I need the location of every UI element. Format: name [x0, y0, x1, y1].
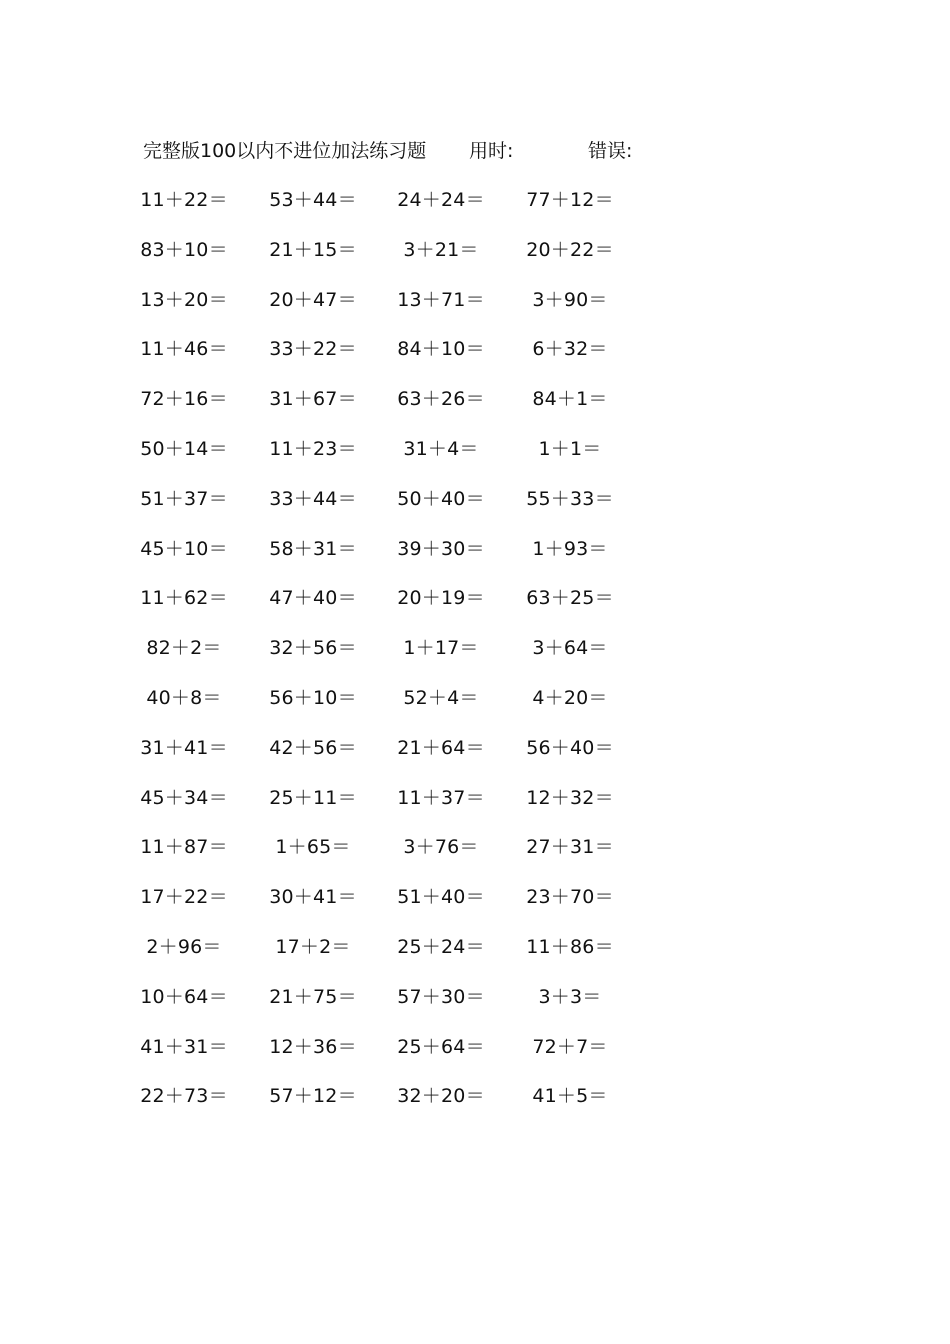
problem-row	[0, 783, 950, 833]
problem-item: 11＋86＝	[526, 935, 614, 958]
problem-item: 17＋22＝	[140, 886, 228, 909]
problem-item: 31＋67＝	[269, 388, 357, 411]
problem-row	[0, 683, 950, 733]
problem-item: 21＋15＝	[269, 238, 357, 261]
problem-item: 82＋2＝	[146, 637, 222, 660]
problem-item: 11＋87＝	[140, 836, 228, 859]
problem-item: 53＋44＝	[269, 189, 357, 211]
problem-item: 56＋40＝	[526, 736, 614, 759]
problem-item: 72＋16＝	[140, 388, 228, 411]
problem-item: 63＋26＝	[397, 388, 485, 411]
problem-row	[0, 733, 950, 783]
problem-item: 12＋32＝	[526, 786, 614, 809]
problem-item: 3＋90＝	[532, 288, 608, 311]
problem-item: 20＋47＝	[269, 288, 357, 311]
problem-item: 1＋65＝	[275, 836, 351, 859]
worksheet-title: 完整版100以内不进位加法练习题	[143, 140, 427, 162]
problem-item: 32＋20＝	[397, 1085, 485, 1108]
problem-item: 55＋33＝	[526, 487, 614, 510]
problem-item: 50＋14＝	[140, 437, 228, 460]
problem-item: 47＋40＝	[269, 587, 357, 610]
problem-item: 33＋44＝	[269, 487, 357, 510]
problem-item: 84＋10＝	[397, 338, 485, 361]
problem-item: 58＋31＝	[269, 537, 357, 560]
problem-item: 11＋46＝	[140, 338, 228, 361]
problem-item: 2＋96＝	[146, 935, 222, 958]
problem-item: 11＋62＝	[140, 587, 228, 610]
errors-label: 错误:	[588, 140, 633, 162]
problem-row	[0, 1081, 950, 1131]
problem-row	[0, 384, 950, 434]
problem-item: 51＋40＝	[397, 886, 485, 909]
problem-item: 31＋4＝	[403, 437, 479, 460]
problem-row	[0, 832, 950, 882]
problem-row	[0, 235, 950, 285]
problem-item: 25＋64＝	[397, 1035, 485, 1058]
problem-item: 13＋71＝	[397, 288, 485, 311]
problem-item: 21＋75＝	[269, 985, 357, 1008]
problem-row	[0, 932, 950, 982]
problem-item: 23＋70＝	[526, 886, 614, 909]
problem-row	[0, 484, 950, 534]
problem-item: 11＋22＝	[140, 189, 228, 211]
problem-item: 32＋56＝	[269, 637, 357, 660]
problem-item: 3＋21＝	[403, 238, 479, 261]
problem-item: 77＋12＝	[526, 189, 614, 211]
problem-item: 17＋2＝	[275, 935, 351, 958]
problem-item: 1＋17＝	[403, 637, 479, 660]
problem-item: 39＋30＝	[397, 537, 485, 560]
problem-item: 45＋34＝	[140, 786, 228, 809]
problem-item: 45＋10＝	[140, 537, 228, 560]
problem-row	[0, 285, 950, 335]
problem-item: 83＋10＝	[140, 238, 228, 261]
problem-item: 13＋20＝	[140, 288, 228, 311]
problem-item: 50＋40＝	[397, 487, 485, 510]
problem-item: 4＋20＝	[532, 686, 608, 709]
problem-item: 3＋64＝	[532, 637, 608, 660]
problem-item: 1＋93＝	[532, 537, 608, 560]
problem-item: 84＋1＝	[532, 388, 608, 411]
problem-row	[0, 185, 950, 235]
problem-item: 25＋11＝	[269, 786, 357, 809]
problem-item: 63＋25＝	[526, 587, 614, 610]
problem-item: 52＋4＝	[403, 686, 479, 709]
problem-row	[0, 633, 950, 683]
problem-item: 20＋19＝	[397, 587, 485, 610]
problem-item: 57＋30＝	[397, 985, 485, 1008]
problem-item: 1＋1＝	[538, 437, 602, 460]
problem-item: 40＋8＝	[146, 686, 222, 709]
problem-row	[0, 534, 950, 584]
problem-grid	[0, 185, 950, 1131]
problem-item: 11＋23＝	[269, 437, 357, 460]
problem-item: 3＋3＝	[538, 985, 602, 1008]
problem-item: 25＋24＝	[397, 935, 485, 958]
problem-row	[0, 982, 950, 1032]
problem-item: 41＋31＝	[140, 1035, 228, 1058]
time-used-label: 用时:	[469, 140, 514, 162]
problem-item: 56＋10＝	[269, 686, 357, 709]
problem-row	[0, 583, 950, 633]
problem-item: 72＋7＝	[532, 1035, 608, 1058]
problem-row	[0, 1032, 950, 1082]
problem-item: 21＋64＝	[397, 736, 485, 759]
problem-row	[0, 434, 950, 484]
problem-item: 12＋36＝	[269, 1035, 357, 1058]
problem-item: 33＋22＝	[269, 338, 357, 361]
problem-item: 57＋12＝	[269, 1085, 357, 1108]
problem-item: 10＋64＝	[140, 985, 228, 1008]
problem-item: 30＋41＝	[269, 886, 357, 909]
problem-row	[0, 334, 950, 384]
problem-item: 22＋73＝	[140, 1085, 228, 1108]
problem-item: 51＋37＝	[140, 487, 228, 510]
problem-item: 20＋22＝	[526, 238, 614, 261]
problem-item: 6＋32＝	[532, 338, 608, 361]
problem-item: 41＋5＝	[532, 1085, 608, 1108]
problem-item: 42＋56＝	[269, 736, 357, 759]
problem-item: 27＋31＝	[526, 836, 614, 859]
problem-row	[0, 882, 950, 932]
problem-item: 3＋76＝	[403, 836, 479, 859]
problem-item: 31＋41＝	[140, 736, 228, 759]
problem-item: 11＋37＝	[397, 786, 485, 809]
problem-item: 24＋24＝	[397, 189, 485, 211]
